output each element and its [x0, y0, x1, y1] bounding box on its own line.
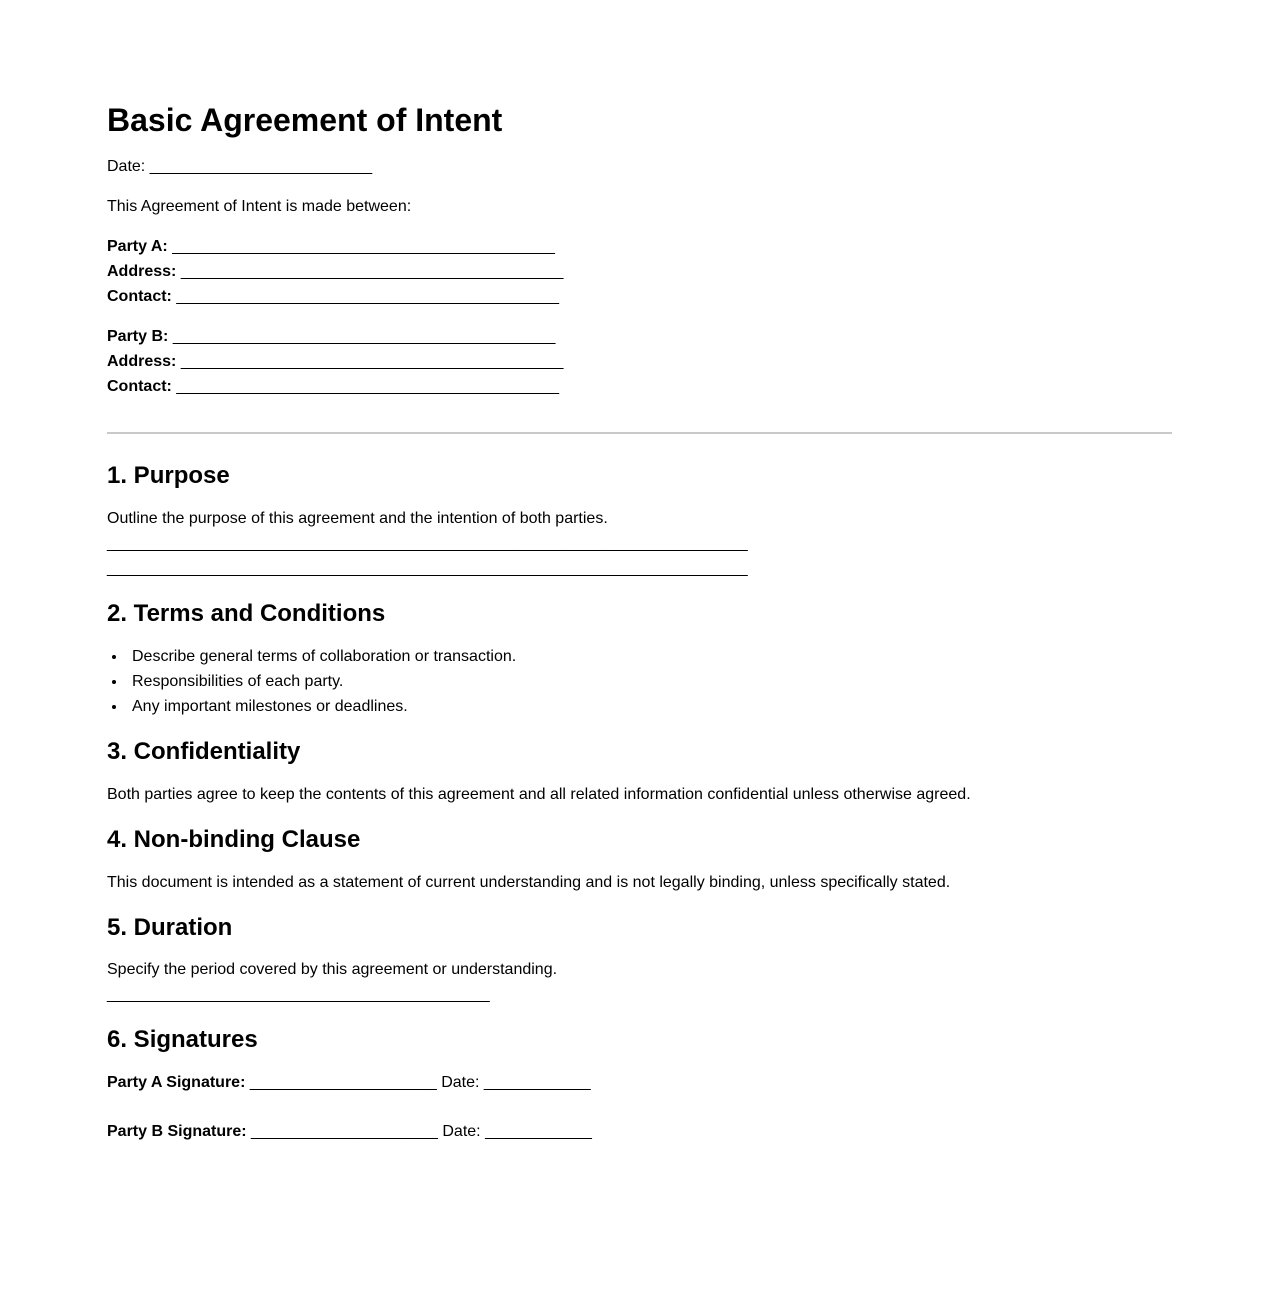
- party-b-label: Party B:: [107, 328, 169, 346]
- section-heading-signatures: 6. Signatures: [107, 1026, 258, 1054]
- date-label: Date:: [107, 158, 146, 176]
- purpose-description: Outline the purpose of this agreement and the intention of both parties.: [107, 510, 608, 528]
- date-line: [107, 154, 1172, 179]
- party-b-address-label: Address:: [107, 353, 177, 371]
- party-a-signature-label: Party A Signature:: [107, 1074, 246, 1092]
- party-a-block: [107, 234, 1172, 309]
- duration-body: [107, 957, 1172, 1007]
- party-a-signature-date-blank: ____________: [483, 1074, 591, 1092]
- party-a-address-label: Address:: [107, 263, 177, 281]
- party-a-signature-date-label: Date:: [441, 1074, 480, 1092]
- party-a-contact-label: Contact:: [107, 288, 172, 306]
- document-title: Basic Agreement of Intent: [107, 102, 503, 138]
- section-heading-purpose: 1. Purpose: [107, 462, 230, 490]
- party-b-address-blank: ___________________________________________: [180, 353, 564, 371]
- party-a-address-blank: ___________________________________________: [180, 263, 564, 281]
- party-b-signature-row: [107, 1119, 1172, 1144]
- confidentiality-body: Both parties agree to keep the contents of this agreement and all related information confidential unless otherwise agreed.: [107, 785, 971, 803]
- terms-bullet-item: • Responsibilities of each party.: [127, 669, 1172, 694]
- party-a-name-blank: ___________________________________________: [172, 238, 555, 256]
- party-a-signature-row: [107, 1070, 1172, 1095]
- party-b-block: [107, 324, 1172, 399]
- terms-bullet-item: • Any important milestones or deadlines.: [127, 694, 1172, 719]
- section-heading-nonbinding: 4. Non-binding Clause: [107, 825, 361, 853]
- section-heading-terms: 2. Terms and Conditions: [107, 600, 386, 628]
- party-b-contact-blank: ___________________________________________: [176, 378, 559, 396]
- duration-blank-line: ___________________________________________: [107, 986, 490, 1004]
- purpose-blank-line-1: ________________________________________________________________________: [107, 535, 748, 553]
- purpose-body: [107, 506, 1172, 581]
- party-a-signature-blank: _____________________: [249, 1074, 437, 1092]
- party-a-contact-blank: ___________________________________________: [176, 288, 559, 306]
- terms-bullet-list: [107, 644, 1172, 719]
- duration-description: Specify the period covered by this agreement or understanding.: [107, 961, 558, 979]
- party-b-signature-date-blank: ____________: [485, 1123, 592, 1141]
- party-b-signature-date-label: Date:: [442, 1123, 481, 1141]
- party-b-name-blank: ___________________________________________: [172, 328, 556, 346]
- section-heading-duration: 5. Duration: [107, 913, 233, 941]
- date-blank-line: _________________________: [149, 158, 373, 176]
- section-heading-confidentiality: 3. Confidentiality: [107, 737, 301, 765]
- party-a-label: Party A:: [107, 238, 168, 256]
- party-b-signature-blank: _____________________: [251, 1123, 438, 1141]
- section-divider: [107, 432, 1172, 434]
- purpose-blank-line-2: ________________________________________________________________________: [107, 560, 748, 578]
- party-b-signature-label: Party B Signature:: [107, 1123, 247, 1141]
- party-b-contact-label: Contact:: [107, 378, 172, 396]
- nonbinding-body: This document is intended as a statement of current understanding and is not legally binding, unless specifically stated.: [107, 873, 951, 891]
- intro-text: This Agreement of Intent is made between:: [107, 198, 412, 216]
- terms-bullet-item: • Describe general terms of collaboration or transaction.: [127, 644, 1172, 669]
